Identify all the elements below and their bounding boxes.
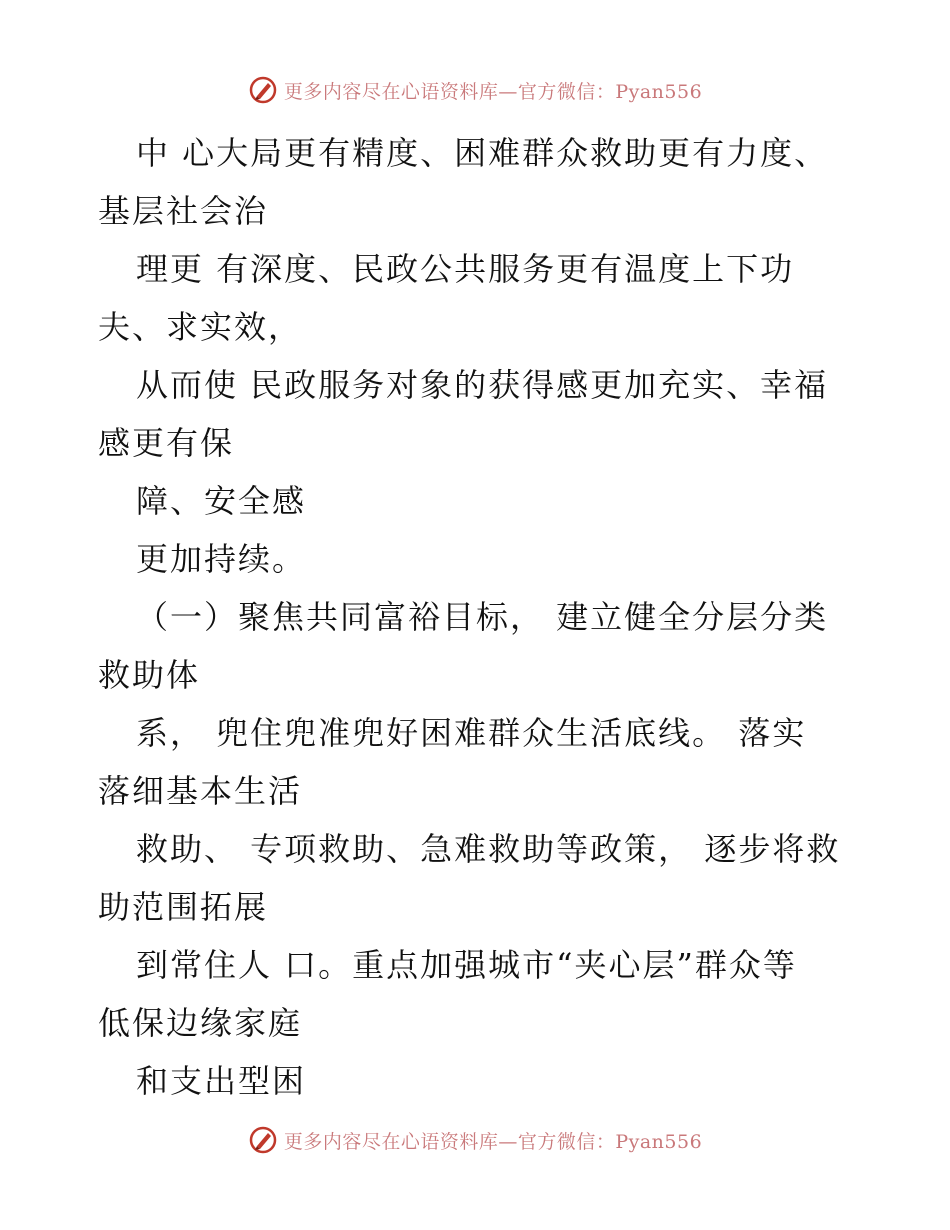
pen-logo-icon [248, 75, 278, 105]
text-line: 救助体 [98, 656, 201, 694]
text-line: 低保边缘家庭 [98, 1004, 303, 1042]
text-line: 和支出型困 [136, 1062, 307, 1100]
text-line: （一）聚焦共同富裕目标， 建立健全分层分类 [136, 598, 829, 636]
footer-watermark-text: 更多内容尽在心语资料库—官方微信：Pyan556 [283, 1130, 703, 1153]
footer-watermark [0, 1122, 950, 1158]
pen-logo-icon [248, 1125, 278, 1155]
text-line: 到常住人 口。重点加强城市“夹心层”群众等 [136, 946, 797, 984]
text-line: 理更 有深度、民政公共服务更有温度上下功 [136, 250, 795, 288]
text-line: 从而使 民政服务对象的获得感更加充实、幸福 [136, 366, 829, 404]
text-line: 更加持续。 [136, 540, 307, 578]
text-line: 基层社会治 [98, 192, 269, 230]
text-line: 助范围拓展 [98, 888, 269, 926]
text-line: 系， 兜住兜准兜好困难群众生活底线。 落实 [136, 714, 807, 752]
header-watermark-text: 更多内容尽在心语资料库—官方微信：Pyan556 [283, 80, 703, 103]
header-watermark [0, 72, 950, 108]
text-line: 夫、求实效， [98, 308, 303, 346]
text-line: 中 心大局更有精度、困难群众救助更有力度、 [136, 134, 829, 172]
text-line: 障、安全感 [136, 482, 307, 520]
text-line: 落细基本生活 [98, 772, 303, 810]
document-body [98, 124, 858, 1110]
text-line: 救助、 专项救助、急难救助等政策， 逐步将救 [136, 830, 841, 868]
text-line: 感更有保 [98, 424, 235, 462]
